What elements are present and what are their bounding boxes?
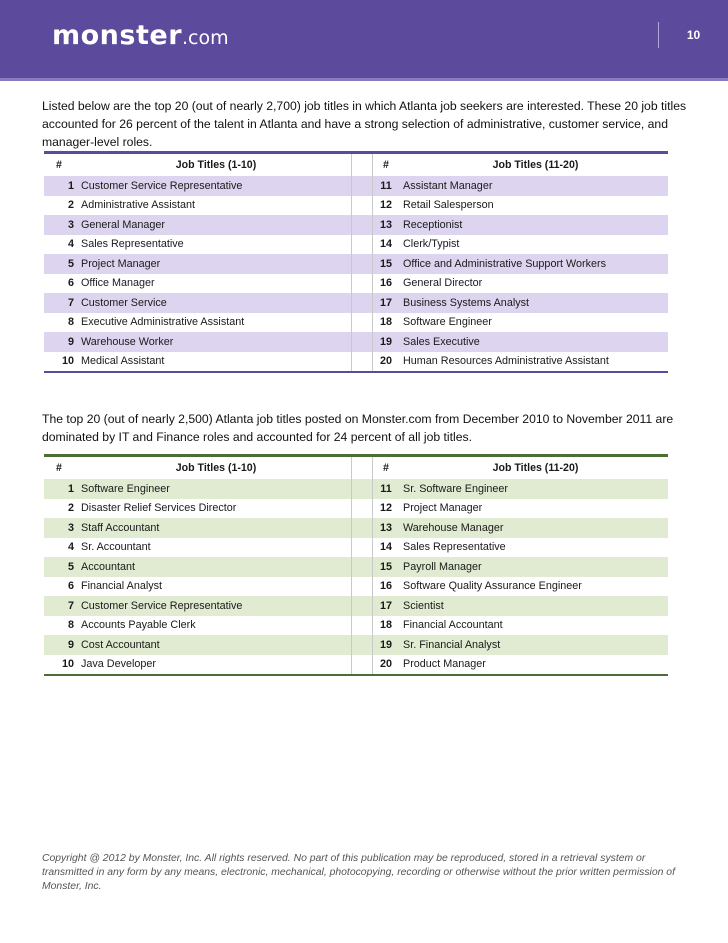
job-title-cell: Scientist	[403, 599, 444, 612]
job-title-cell: Sr. Accountant	[81, 541, 151, 554]
intro-paragraph-seekers: Listed below are the top 20 (out of nearly 2,700) job titles in which Atlanta job seekers are interested. These 20 job titles accounted for 26 percent of the talent in Atlanta and have a strong selection of administrative, customer service, and manager-level roles.	[42, 99, 687, 149]
column-separator	[351, 635, 373, 655]
column-separator	[351, 293, 373, 313]
job-title-cell: Clerk/Typist	[403, 238, 460, 251]
table-row	[44, 235, 668, 255]
header-titles-11-20: Job Titles (11-20)	[492, 462, 579, 474]
column-separator	[351, 577, 373, 597]
rank-cell: 17	[379, 599, 392, 612]
column-separator	[351, 557, 373, 577]
rank-cell: 8	[67, 619, 74, 632]
rank-cell: 10	[61, 355, 74, 368]
job-title-cell: Human Resources Administrative Assistant	[403, 355, 609, 368]
table-row	[44, 196, 668, 216]
column-separator	[351, 655, 373, 675]
job-title-cell: Disaster Relief Services Director	[81, 502, 237, 515]
job-title-cell: Java Developer	[81, 658, 157, 671]
header-titles-11-20: Job Titles (11-20)	[492, 159, 579, 171]
rank-cell: 16	[379, 580, 392, 593]
table-row	[44, 499, 668, 519]
rank-cell: 2	[67, 199, 74, 212]
rank-cell: 6	[67, 580, 74, 593]
column-separator	[351, 313, 373, 333]
table-body	[44, 176, 668, 371]
job-title-cell: Warehouse Worker	[81, 335, 174, 348]
job-title-cell: Office and Administrative Support Workers	[403, 257, 607, 270]
table-row	[44, 332, 668, 352]
rank-cell: 7	[67, 296, 74, 309]
job-title-cell: Software Quality Assurance Engineer	[403, 580, 582, 593]
job-title-cell: Financial Accountant	[403, 619, 503, 632]
column-separator	[351, 254, 373, 274]
job-title-cell: Retail Salesperson	[403, 199, 494, 212]
job-title-cell: Executive Administrative Assistant	[81, 316, 245, 329]
job-title-cell: Product Manager	[403, 658, 486, 671]
header-num-1: #	[56, 462, 62, 474]
rank-cell: 4	[67, 238, 74, 251]
rank-cell: 13	[379, 218, 392, 231]
job-title-cell: Sales Executive	[403, 335, 480, 348]
header-num-2: #	[383, 159, 389, 171]
job-title-cell: General Director	[403, 277, 483, 290]
job-title-cell: Sr. Financial Analyst	[403, 638, 501, 651]
job-title-cell: Financial Analyst	[81, 580, 163, 593]
table-body	[44, 479, 668, 674]
job-title-cell: Customer Service	[81, 296, 167, 309]
job-title-cell: Warehouse Manager	[403, 521, 504, 534]
rank-cell: 11	[380, 179, 392, 192]
job-title-cell: Sales Representative	[81, 238, 184, 251]
job-title-cell: Sr. Software Engineer	[403, 482, 509, 495]
rank-cell: 11	[380, 482, 392, 495]
table-row	[44, 577, 668, 597]
rank-cell: 19	[379, 335, 392, 348]
intro-paragraph-postings: The top 20 (out of nearly 2,500) Atlanta job titles posted on Monster.com from December 2010 to November 2011 are dominated by IT and Finance roles and accounted for 24 percent of all job titles.	[42, 412, 674, 444]
job-title-cell: General Manager	[81, 218, 166, 231]
rank-cell: 14	[379, 541, 392, 554]
rank-cell: 17	[379, 296, 392, 309]
column-separator	[351, 235, 373, 255]
rank-cell: 15	[379, 257, 392, 270]
job-title-cell: Assistant Manager	[403, 179, 493, 192]
table-row	[44, 616, 668, 636]
rank-cell: 4	[67, 541, 74, 554]
table-bottom-border	[44, 371, 668, 373]
rank-cell: 3	[67, 218, 74, 231]
rank-cell: 18	[379, 619, 392, 632]
table-header-row	[44, 154, 668, 176]
rank-cell: 19	[379, 638, 392, 651]
table-row	[44, 176, 668, 196]
rank-cell: 12	[379, 502, 392, 515]
table-row	[44, 352, 668, 372]
rank-cell: 13	[379, 521, 392, 534]
rank-cell: 20	[379, 355, 392, 368]
rank-cell: 5	[67, 257, 74, 270]
column-separator	[351, 457, 373, 479]
column-separator	[351, 196, 373, 216]
job-title-cell: Software Engineer	[403, 316, 492, 329]
job-seeker-titles-table	[44, 151, 668, 373]
copyright-footer: Copyright @ 2012 by Monster, Inc. All rights reserved. No part of this publication may be reproduced, stored in a retrieval system or transmitted in any form by any means, electronic, mechanical, photocopying, recording or otherwise without the prior written permission of Monster, Inc.	[42, 853, 675, 892]
rank-cell: 16	[379, 277, 392, 290]
column-separator	[351, 332, 373, 352]
header-titles-1-10: Job Titles (1-10)	[175, 462, 257, 474]
logo-suffix-text: .com	[182, 27, 229, 49]
rank-cell: 18	[379, 316, 392, 329]
header-bar	[0, 0, 728, 78]
table-row	[44, 655, 668, 675]
table-header-row	[44, 457, 668, 479]
table-row	[44, 557, 668, 577]
rank-cell: 14	[379, 238, 392, 251]
rank-cell: 9	[67, 335, 74, 348]
column-separator	[351, 499, 373, 519]
column-separator	[351, 479, 373, 499]
rank-cell: 6	[67, 277, 74, 290]
table-row	[44, 313, 668, 333]
column-separator	[351, 176, 373, 196]
job-postings-titles-table	[44, 454, 668, 676]
table-row	[44, 596, 668, 616]
job-title-cell: Medical Assistant	[81, 355, 165, 368]
rank-cell: 2	[67, 502, 74, 515]
column-separator	[351, 274, 373, 294]
table-row	[44, 215, 668, 235]
column-separator	[351, 352, 373, 372]
rank-cell: 10	[61, 658, 74, 671]
table-bottom-border	[44, 674, 668, 676]
rank-cell: 3	[67, 521, 74, 534]
job-title-cell: Receptionist	[403, 218, 463, 231]
column-separator	[351, 154, 373, 176]
job-title-cell: Cost Accountant	[81, 638, 160, 651]
job-title-cell: Software Engineer	[81, 482, 170, 495]
job-title-cell: Sales Representative	[403, 541, 506, 554]
table-row	[44, 254, 668, 274]
job-title-cell: Project Manager	[403, 502, 483, 515]
header-titles-1-10: Job Titles (1-10)	[175, 159, 257, 171]
table-row	[44, 293, 668, 313]
logo-main-text: monster	[52, 20, 183, 51]
column-separator	[351, 596, 373, 616]
rank-cell: 9	[67, 638, 74, 651]
job-title-cell: Accounts Payable Clerk	[81, 619, 196, 632]
job-title-cell: Office Manager	[81, 277, 155, 290]
table-row	[44, 538, 668, 558]
rank-cell: 12	[379, 199, 392, 212]
column-separator	[351, 538, 373, 558]
job-title-cell: Staff Accountant	[81, 521, 160, 534]
job-title-cell: Customer Service Representative	[81, 179, 243, 192]
job-title-cell: Accountant	[81, 560, 136, 573]
column-separator	[351, 215, 373, 235]
rank-cell: 15	[379, 560, 392, 573]
rank-cell: 1	[67, 482, 74, 495]
page-number: 10	[658, 22, 728, 48]
rank-cell: 20	[379, 658, 392, 671]
column-separator	[351, 518, 373, 538]
table-row	[44, 635, 668, 655]
table-row	[44, 274, 668, 294]
table-row	[44, 479, 668, 499]
header-num-2: #	[383, 462, 389, 474]
job-title-cell: Project Manager	[81, 257, 161, 270]
job-title-cell: Business Systems Analyst	[403, 296, 530, 309]
table-row	[44, 518, 668, 538]
job-title-cell: Administrative Assistant	[81, 199, 196, 212]
rank-cell: 7	[67, 599, 74, 612]
rank-cell: 8	[67, 316, 74, 329]
header-num-1: #	[56, 159, 62, 171]
monster-logo[interactable]	[52, 20, 229, 51]
rank-cell: 1	[67, 179, 74, 192]
rank-cell: 5	[67, 560, 74, 573]
column-separator	[351, 616, 373, 636]
job-title-cell: Customer Service Representative	[81, 599, 243, 612]
job-title-cell: Payroll Manager	[403, 560, 482, 573]
header-divider	[0, 78, 728, 81]
